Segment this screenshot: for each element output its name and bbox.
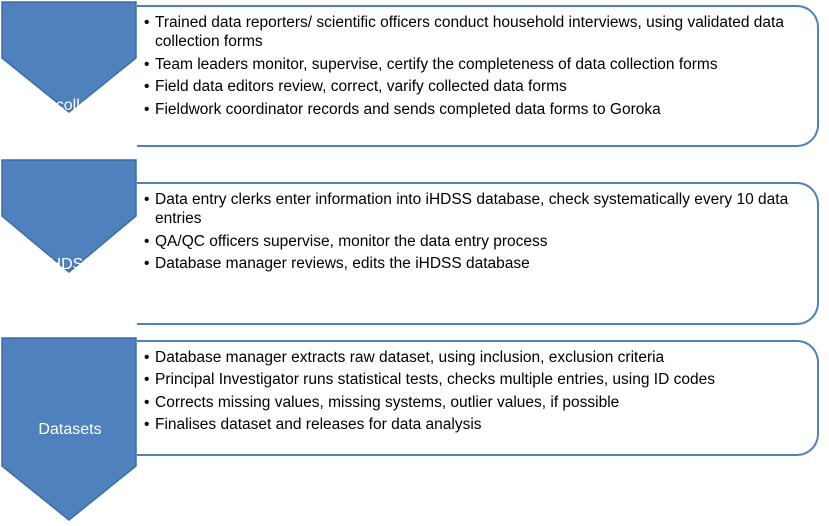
list-item: • Fieldwork coordinator records and sends completed data forms to Goroka: [144, 100, 809, 119]
stage-box-datasets: [137, 340, 819, 456]
list-item: • Corrects missing values, missing systems, outlier values, if possible: [144, 393, 809, 412]
stage-label-ihdss-database: [2, 255, 138, 293]
list-item: • QA/QC officers supervise, monitor the data entry process: [144, 232, 809, 251]
stage-label-data-collection: [2, 96, 138, 115]
stage-1-label: Data collection: [17, 97, 123, 114]
list-item: • Field data editors review, correct, varify collected data forms: [144, 77, 809, 96]
stage-2-list: [144, 190, 809, 274]
stage-box-ihdss-database: [137, 182, 819, 325]
stage-1-list: [144, 13, 809, 119]
list-item: • Finalises dataset and releases for data analysis: [144, 415, 809, 434]
list-item: • Principal Investigator runs statistical tests, checks multiple entries, using ID codes: [144, 370, 809, 389]
list-item: • Database manager reviews, edits the iHDSS database: [144, 254, 809, 273]
stage-3-label: Datasets: [38, 421, 102, 438]
list-item: • Database manager extracts raw dataset, using inclusion, exclusion criteria: [144, 348, 809, 367]
list-item: • Data entry clerks enter information into iHDSS database, check systematically every 10 data entries: [144, 190, 809, 229]
stage-label-datasets: [2, 420, 138, 439]
list-item: • Team leaders monitor, supervise, certify the completeness of data collection forms: [144, 55, 809, 74]
stage-box-data-collection: [137, 5, 819, 147]
stage-3-list: [144, 348, 809, 435]
list-item: • Trained data reporters/ scientific officers conduct household interviews, using validated data collection forms: [144, 13, 809, 52]
stage-2-label: iHDSS Database: [35, 256, 105, 292]
